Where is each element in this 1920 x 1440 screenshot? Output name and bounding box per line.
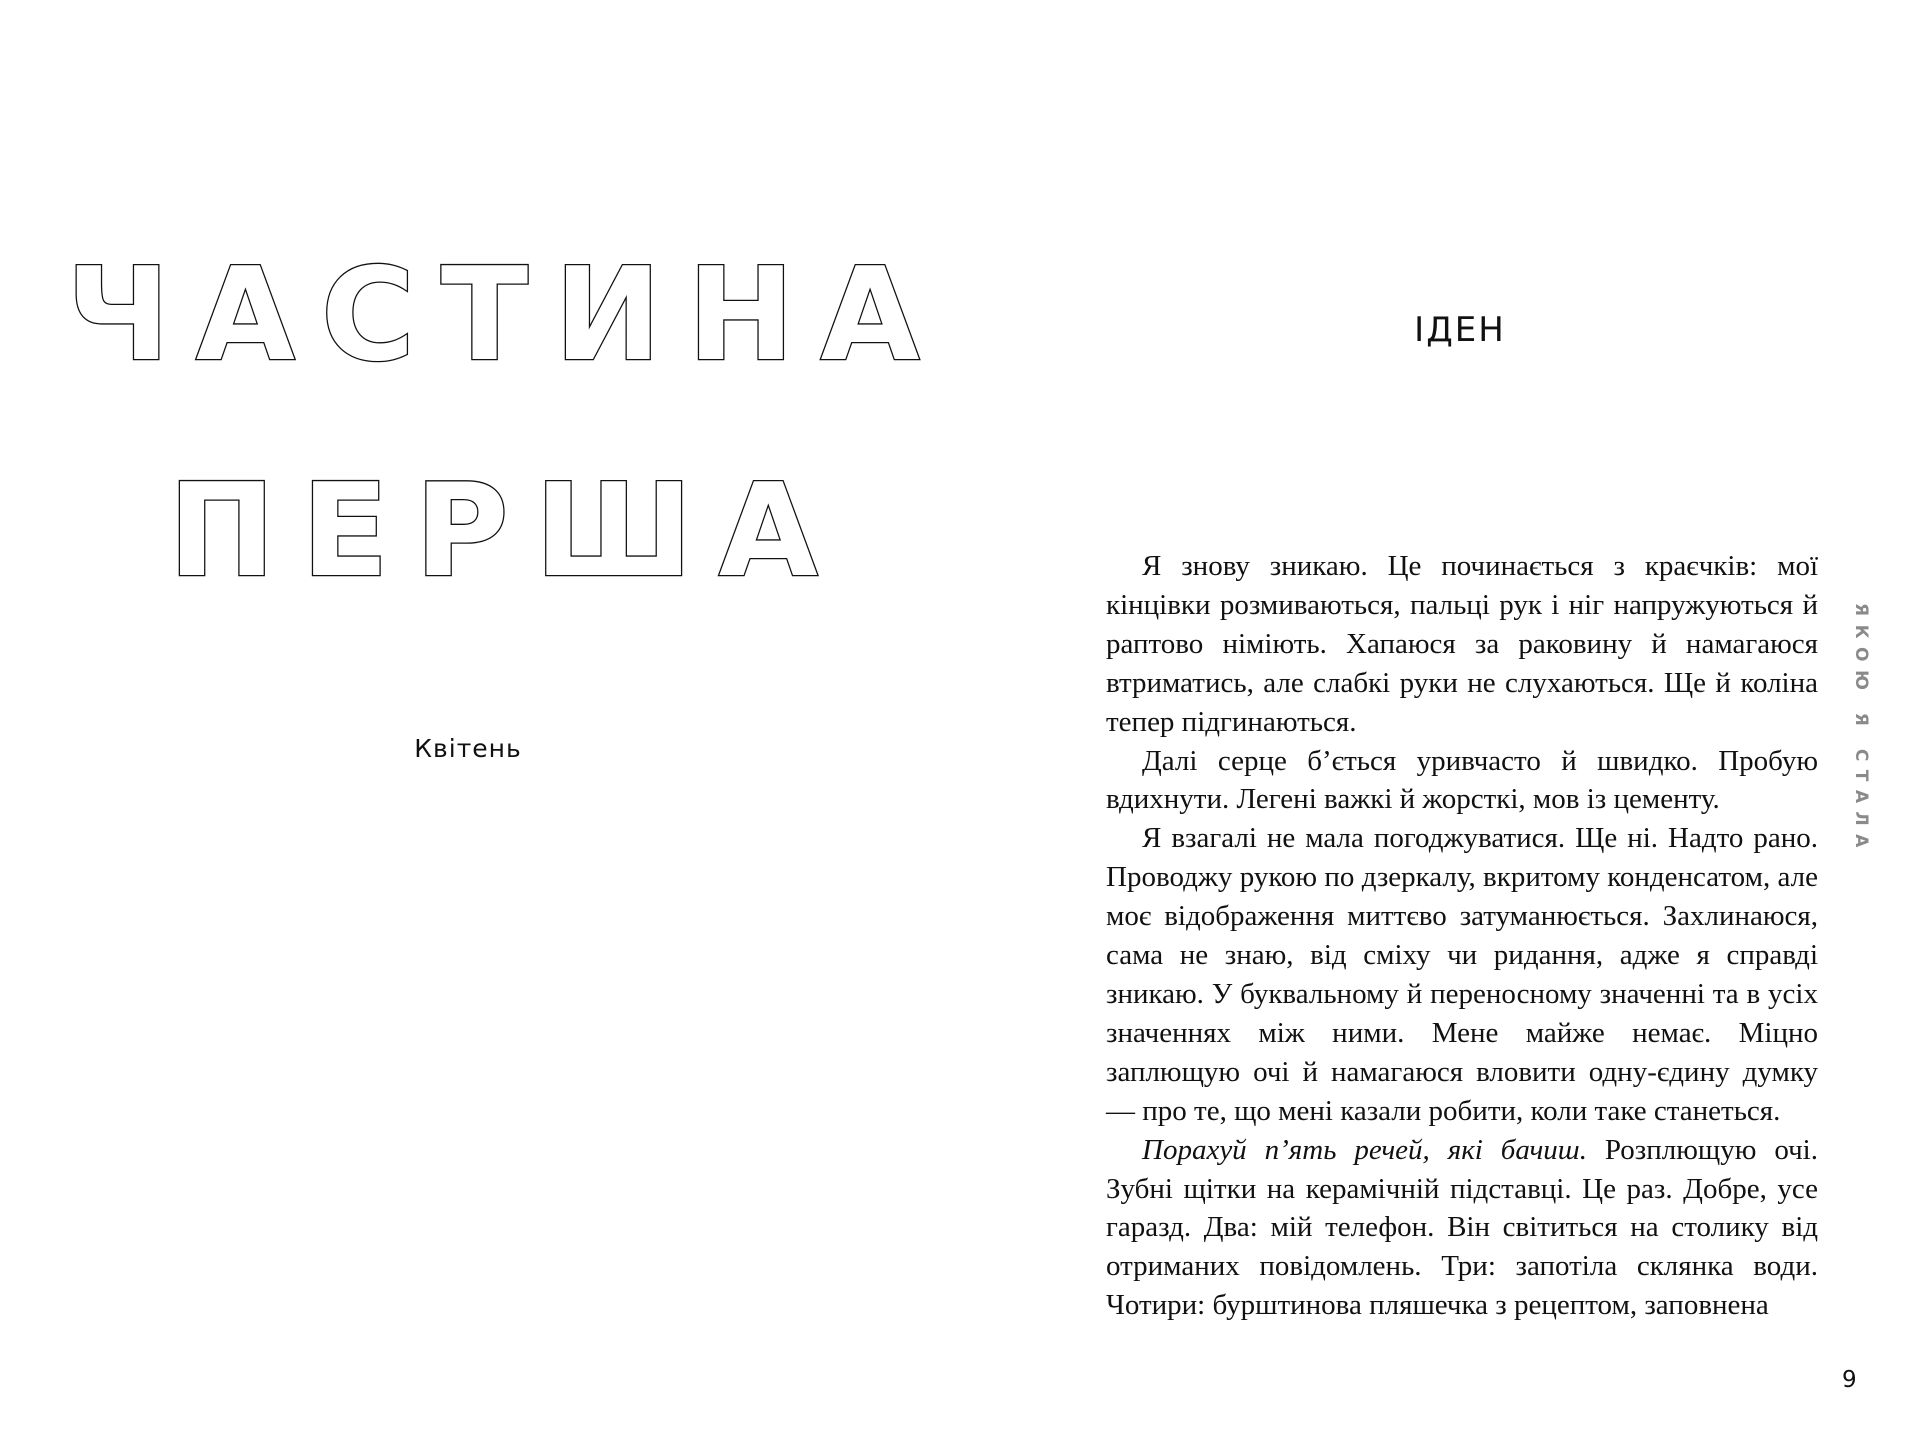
paragraph-text: Я знову зникаю. Це починається з краєчків: мої кінцівки розмиваються, пальці рук і ніг напружуються й раптово німіють. Хапаюся за раковину й намагаюся втриматись, але слабкі руки не слухаються. Ще й коліна тепер підгинаються.: [1106, 550, 1818, 738]
body-text: [1106, 547, 1818, 1325]
page-number: 9: [1842, 1367, 1857, 1393]
paragraph-italic-text: Порахуй п’ять речей, які бачиш.: [1142, 1133, 1587, 1166]
month-label: Квітень: [414, 734, 522, 763]
chapter-title: ІДЕН: [1414, 310, 1506, 350]
paragraph: [1106, 547, 1818, 742]
paragraph-text: Далі серце б’ється уривчасто й швидко. Пробую вдихнути. Легені важкі й жорсткі, мов із цементу.: [1106, 744, 1818, 816]
paragraph: [1106, 1131, 1818, 1326]
part-title-line1: ЧАСТИНА: [66, 241, 946, 390]
running-head-book-title: ЯКОЮ Я СТАЛА: [1851, 603, 1871, 856]
paragraph: [1106, 742, 1818, 820]
part-title-line2: ПЕРША: [168, 457, 844, 606]
paragraph: [1106, 819, 1818, 1130]
paragraph-text: Розплющую очі. Зубні щітки на керамічній підставці. Це раз. Добре, усе гаразд. Два: мій телефон. Він світиться на столику від отриманих повідомлень. Три: запотіла склянка води. Чотири: бурштинова пляшечка з рецептом, заповнена: [1106, 1133, 1818, 1322]
paragraph-text: Я взагалі не мала погоджуватися. Ще ні. Надто рано. Проводжу рукою по дзеркалу, вкритому конденсатом, але моє відображення миттєво затуманюється. Захлинаюся, сама не знаю, від сміху чи ридання, адже я справді зникаю. У буквальному й переносному значенні та в усіх значеннях між ними. Мене майже немає. Міцно заплющую очі й намагаюся вловити одну-єдину думку — про те, що мені казали робити, коли таке станеться.: [1106, 822, 1818, 1127]
